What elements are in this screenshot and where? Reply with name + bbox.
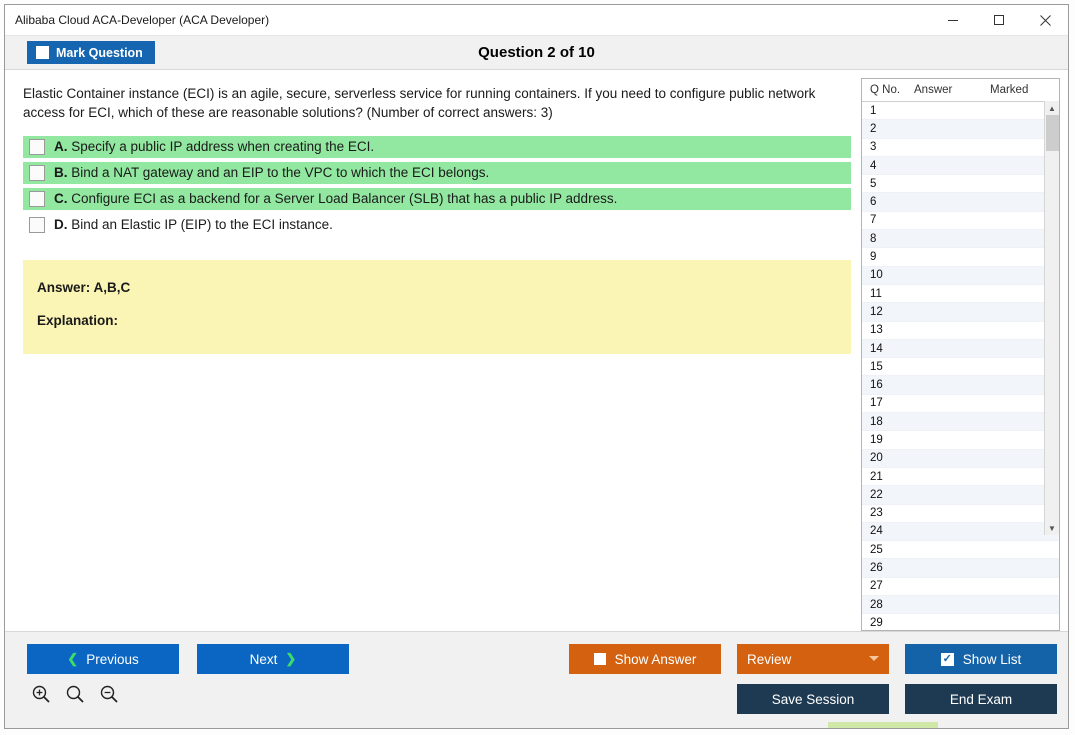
explanation-label: Explanation: (37, 313, 119, 329)
option-c-text (54, 188, 617, 209)
option-d-letter: D. (54, 217, 68, 233)
option-b-text (54, 162, 489, 183)
question-list-rows[interactable] (862, 102, 1059, 651)
option-b-letter: B. (54, 165, 68, 181)
show-answer-button[interactable] (569, 644, 721, 674)
row-question-number: 8 (870, 232, 877, 245)
option-c-checkbox[interactable] (29, 191, 45, 207)
body (5, 70, 1068, 631)
previous-button[interactable] (27, 644, 179, 674)
scroll-down-icon[interactable]: ▼ (1045, 521, 1059, 535)
question-list-row[interactable] (862, 322, 1059, 340)
option-b[interactable] (23, 162, 851, 184)
close-icon[interactable] (1022, 5, 1068, 35)
option-c-body: Configure ECI as a backend for a Server Load Balancer (SLB) that has a public IP address. (71, 191, 618, 207)
option-d-body: Bind an Elastic IP (EIP) to the ECI instance. (71, 217, 333, 233)
row-question-number: 6 (870, 196, 877, 209)
question-list-header (862, 79, 1059, 102)
review-dropdown[interactable] (737, 644, 889, 674)
row-question-number: 10 (870, 269, 883, 282)
row-question-number: 21 (870, 470, 883, 483)
previous-label: Previous (86, 651, 139, 667)
maximize-icon[interactable] (976, 5, 1022, 35)
answer-panel (23, 260, 851, 354)
title-bar (5, 5, 1068, 36)
exam-window (4, 4, 1069, 729)
question-list-row[interactable] (862, 395, 1059, 413)
question-list-row[interactable] (862, 193, 1059, 211)
option-a-body: Specify a public IP address when creating the ECI. (71, 139, 375, 155)
row-question-number: 3 (870, 141, 877, 154)
row-question-number: 2 (870, 122, 877, 135)
mark-question-label: Mark Question (56, 45, 143, 60)
minimize-icon[interactable] (930, 5, 976, 35)
scroll-up-icon[interactable]: ▲ (1045, 101, 1059, 115)
row-question-number: 28 (870, 598, 883, 611)
footer-bar (5, 631, 1068, 728)
save-session-label: Save Session (771, 691, 855, 707)
question-list-row[interactable] (862, 157, 1059, 175)
row-question-number: 20 (870, 452, 883, 465)
row-question-number: 1 (870, 104, 877, 117)
row-question-number: 13 (870, 324, 883, 337)
row-question-number: 29 (870, 616, 883, 629)
question-list-row[interactable] (862, 230, 1059, 248)
option-a-checkbox[interactable] (29, 139, 45, 155)
question-list-row[interactable] (862, 486, 1059, 504)
option-a[interactable] (23, 136, 851, 158)
row-question-number: 26 (870, 562, 883, 575)
question-list-row[interactable] (862, 120, 1059, 138)
review-label: Review (747, 651, 792, 667)
question-list-row[interactable] (862, 139, 1059, 157)
answer-text: Answer: A,B,C (37, 280, 131, 296)
mark-question-button[interactable] (27, 41, 155, 64)
question-list-row[interactable] (862, 303, 1059, 321)
question-list-row[interactable] (862, 340, 1059, 358)
row-question-number: 16 (870, 379, 883, 392)
question-list-row[interactable] (862, 431, 1059, 449)
next-button[interactable] (197, 644, 349, 674)
zoom-controls (31, 684, 119, 704)
question-list-row[interactable] (862, 248, 1059, 266)
end-exam-button[interactable] (905, 684, 1057, 714)
zoom-reset-icon[interactable] (65, 684, 85, 704)
option-d-text (54, 214, 333, 235)
header-bar (5, 36, 1068, 70)
question-list-row[interactable] (862, 267, 1059, 285)
option-b-checkbox[interactable] (29, 165, 45, 181)
question-list-row[interactable] (862, 376, 1059, 394)
option-a-letter: A. (54, 139, 68, 155)
row-question-number: 24 (870, 525, 883, 538)
option-c[interactable] (23, 188, 851, 210)
question-stem: Elastic Container instance (ECI) is an agile, secure, serverless service for running containers. If you need to configure public network access for ECI, which of these are reasonable solutions? (Number of correct answers: 3) (23, 86, 816, 121)
end-exam-label: End Exam (949, 691, 1013, 707)
option-c-letter: C. (54, 191, 68, 207)
question-list-row[interactable] (862, 541, 1059, 559)
page-title: Question 2 of 10 (478, 44, 595, 61)
scrollbar-thumb[interactable] (1046, 115, 1059, 151)
question-pane (5, 70, 861, 631)
question-list-row[interactable] (862, 505, 1059, 523)
question-list-row[interactable] (862, 578, 1059, 596)
row-question-number: 14 (870, 342, 883, 355)
show-list-checkbox-icon: ✓ (942, 652, 952, 665)
next-label: Next (249, 651, 278, 667)
column-answer: Answer (914, 84, 953, 96)
zoom-out-icon[interactable] (99, 684, 119, 704)
row-question-number: 7 (870, 214, 877, 227)
options-list (5, 136, 861, 236)
mark-question-checkbox-icon (36, 46, 49, 59)
save-session-button[interactable] (737, 684, 889, 714)
question-list-panel (861, 78, 1060, 631)
taskbar-accent (828, 722, 938, 728)
question-list-row[interactable] (862, 468, 1059, 486)
row-question-number: 5 (870, 177, 877, 190)
row-question-number: 15 (870, 360, 883, 373)
option-d[interactable] (23, 214, 851, 236)
question-list-row[interactable] (862, 175, 1059, 193)
row-question-number: 18 (870, 415, 883, 428)
show-answer-checkbox-icon (594, 653, 606, 665)
option-a-text (54, 136, 374, 157)
show-list-label: Show List (962, 651, 1022, 667)
row-question-number: 9 (870, 251, 877, 264)
chevron-left-icon: ❮ (67, 651, 79, 666)
row-question-number: 12 (870, 305, 883, 318)
row-question-number: 23 (870, 507, 883, 520)
row-question-number: 25 (870, 543, 883, 556)
zoom-in-icon[interactable] (31, 684, 51, 704)
row-question-number: 22 (870, 488, 883, 501)
question-list-row[interactable] (862, 358, 1059, 376)
row-question-number: 19 (870, 433, 883, 446)
question-list-row[interactable] (862, 450, 1059, 468)
question-list-row[interactable] (862, 413, 1059, 431)
column-q-no: Q No. (870, 84, 901, 96)
question-list-row[interactable] (862, 596, 1059, 614)
show-answer-label: Show Answer (614, 651, 697, 667)
row-question-number: 27 (870, 580, 883, 593)
row-question-number: 11 (870, 287, 882, 300)
question-list-row[interactable] (862, 523, 1059, 541)
chevron-down-icon (869, 656, 879, 661)
question-list-row[interactable] (862, 212, 1059, 230)
question-list-scrollbar[interactable] (1044, 101, 1059, 535)
question-list-row[interactable] (862, 614, 1059, 632)
option-b-body: Bind a NAT gateway and an EIP to the VPC to which the ECI belongs. (71, 165, 490, 181)
window-controls (930, 5, 1068, 35)
chevron-right-icon: ❯ (285, 651, 297, 666)
column-marked: Marked (990, 84, 1029, 96)
question-list-row[interactable] (862, 102, 1059, 120)
question-list-row[interactable] (862, 285, 1059, 303)
option-d-checkbox[interactable] (29, 217, 45, 233)
row-question-number: 17 (870, 397, 883, 410)
row-question-number: 4 (870, 159, 877, 172)
question-list-row[interactable] (862, 559, 1059, 577)
window-title: Alibaba Cloud ACA-Developer (ACA Developer) (15, 13, 270, 27)
show-list-button[interactable] (905, 644, 1057, 674)
